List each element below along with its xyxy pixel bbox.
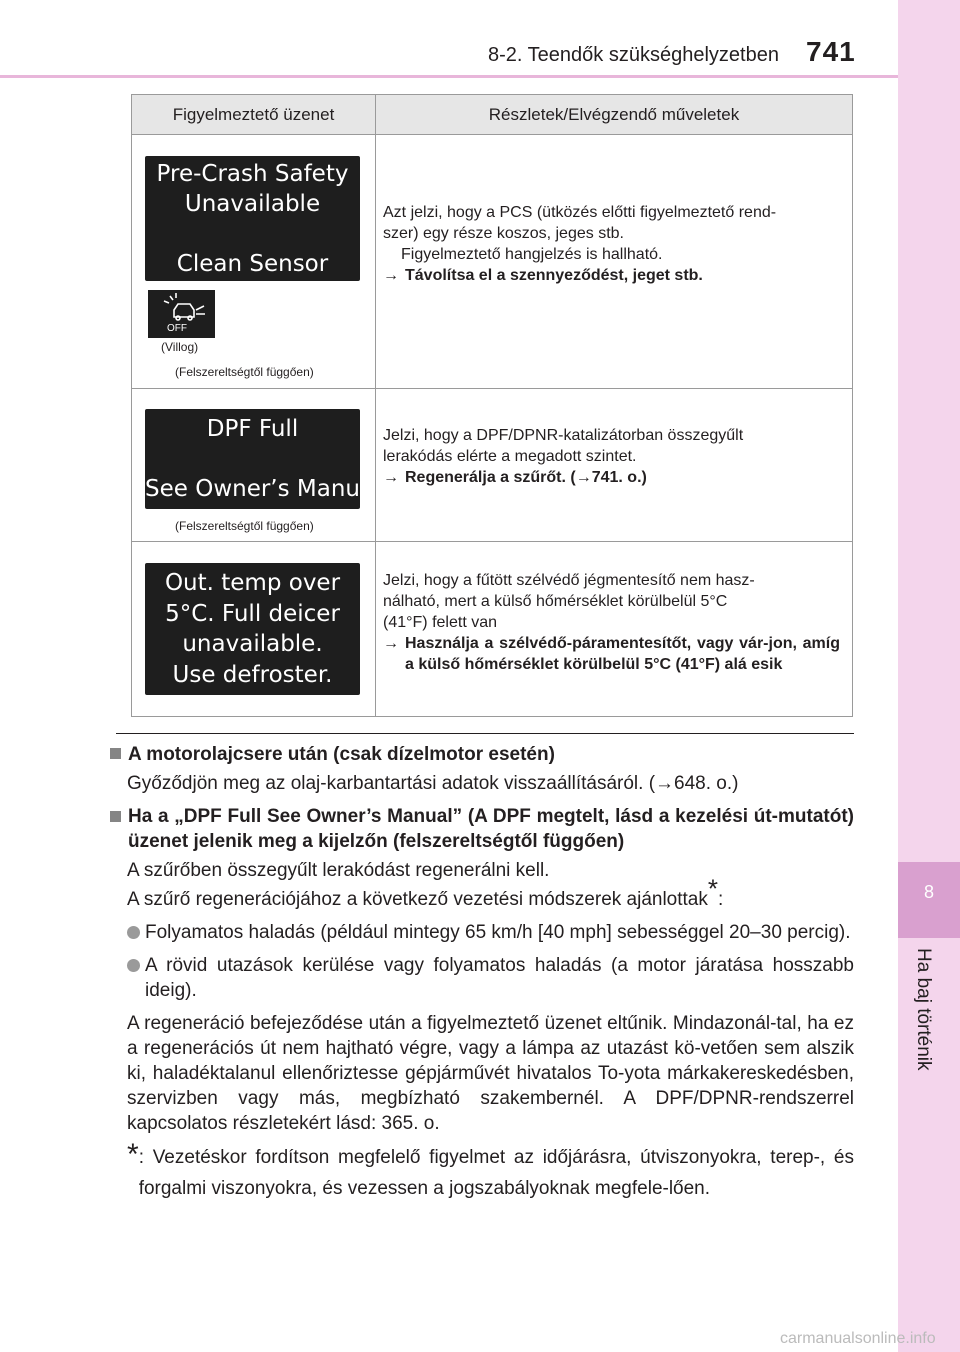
detail-line: nálható, mert a külső hőmérséklet körülbelül 5°C xyxy=(383,592,728,610)
chapter-title: Ha baj történik xyxy=(913,948,934,1071)
display-line: unavailable. xyxy=(182,631,323,657)
section-text: A szűrő regenerációjához a következő vezetési módszerek ajánlottak*: xyxy=(127,873,724,910)
equipment-note: (Felszereltségtől függően) xyxy=(175,519,314,533)
table-row xyxy=(132,542,853,717)
section-text: A szűrőben összegyűlt lerakódást regenerálni kell. xyxy=(127,860,550,881)
footnote-mark: * xyxy=(127,1138,139,1171)
header-rule xyxy=(0,75,898,78)
square-bullet-icon xyxy=(110,748,121,759)
table-header-row xyxy=(132,95,853,135)
equipment-note: (Felszereltségtől függően) xyxy=(175,365,314,379)
footnote-mark: * xyxy=(707,873,718,904)
message-cell xyxy=(132,542,376,717)
section-paragraph: A regeneráció befejeződése után a figyelmeztető üzenet eltűnik. Mindazonál-tal, ha ez a regenerációs út nem hajtható végre, vagy a lámpa az utazást kö-vetően sem alszik ki, haladéktalanul ellenőriztesse gépjárművét hivatalos To-yota márkakereskedésben, szervizben vagy más, megbízható szakembernél. A DPF/DPNR-rendszerrel kapcsolatos részletekért lásd: 365. o. xyxy=(127,1013,854,1134)
action-line: → Használja a szélvédő-páramentesítőt, vagy vár-jon, amíg a külső hőmérséklet körülbelül 5°C (41°F) alá esik xyxy=(383,634,840,673)
display-line: Out. temp over xyxy=(164,570,341,596)
section-heading: A motorolajcsere után (csak dízelmotor esetén) xyxy=(110,742,854,767)
warning-display xyxy=(145,563,360,695)
detail-line: Jelzi, hogy a fűtött szélvédő jégmentesítő nem hasz- xyxy=(383,571,755,589)
display-line: Unavailable xyxy=(184,191,321,217)
table-row xyxy=(132,135,853,389)
section-divider xyxy=(116,733,854,734)
message-cell xyxy=(132,135,376,389)
detail-line: (41°F) felett van xyxy=(383,613,497,631)
dpf-section xyxy=(110,804,854,1204)
section-text: Győződjön meg az olaj-karbantartási adatok visszaállításáról. (→648. o.) xyxy=(127,773,739,794)
display-line: 5°C. Full deicer xyxy=(165,600,340,627)
message-cell xyxy=(132,389,381,542)
detail-line: Figyelmeztető hangjelzés is hallható. xyxy=(401,245,663,263)
chapter-number: 8 xyxy=(923,882,934,902)
square-bullet-icon xyxy=(110,811,121,822)
display-line: DPF Full xyxy=(206,416,299,442)
arrow-icon: → xyxy=(383,634,399,652)
list-item: Folyamatos haladás (például mintegy 65 km/h [40 mph] sebességgel 20–30 percig). xyxy=(110,920,854,945)
display-line: Clean Sensor xyxy=(176,251,329,277)
bullet-icon xyxy=(127,926,140,939)
display-line: See Owner’s Manual xyxy=(145,476,381,502)
detail-line: Jelzi, hogy a DPF/DPNR-katalizátorban összegyűlt xyxy=(383,426,744,444)
action-line: → Regenerálja a szűrőt. (→741. o.) xyxy=(383,468,647,486)
side-tab xyxy=(898,0,960,1352)
footnote: * : Vezetéskor fordítson megfelelő figyelmet az időjárásra, útviszonyokra, terep-, és forgalmi viszonyokra, és vezessen a jogszabályoknak megfele-lően. xyxy=(110,1142,854,1204)
table-row xyxy=(132,389,853,542)
display-line: Pre-Crash Safety xyxy=(156,161,349,187)
section-heading: Ha a „DPF Full See Owner’s Manual” (A DPF megtelt, lásd a kezelési út-mutatót) üzenet jelenik meg a kijelzőn (felszereltségtől függően) xyxy=(110,804,854,854)
column-header-details: Részletek/Elvégzendő műveletek xyxy=(376,95,853,135)
details-cell xyxy=(376,542,853,717)
detail-line: lerakódás elérte a megadott szintet. xyxy=(383,447,637,465)
page-number: 741 xyxy=(806,36,856,67)
pcs-off-indicator xyxy=(148,290,215,338)
indicator-off-label: OFF xyxy=(167,323,187,334)
action-line: → Távolítsa el a szennyeződést, jeget stb. xyxy=(383,266,703,284)
warning-display xyxy=(145,409,381,509)
detail-line: Azt jelzi, hogy a PCS (ütközés előtti figyelmeztető rend- xyxy=(383,203,777,221)
watermark: carmanualsonline.info xyxy=(780,1330,936,1347)
warning-display xyxy=(145,156,360,281)
details-cell xyxy=(376,135,853,389)
details-cell xyxy=(376,389,853,542)
arrow-icon: → xyxy=(383,468,399,486)
warning-table xyxy=(131,94,853,717)
list-item: A rövid utazások kerülése vagy folyamatos haladás (a motor járatása hosszabb ideig). xyxy=(110,953,854,1003)
detail-line: szer) egy része koszos, jeges stb. xyxy=(383,224,624,242)
blink-caption: (Villog) xyxy=(161,340,199,354)
section-title: 8-2. Teendők szükséghelyzetben xyxy=(488,44,779,66)
column-header-message: Figyelmeztető üzenet xyxy=(132,95,376,135)
bullet-icon xyxy=(127,959,140,972)
display-line: Use defroster. xyxy=(172,661,333,688)
arrow-icon: → xyxy=(383,266,399,284)
motor-oil-section xyxy=(110,742,854,796)
